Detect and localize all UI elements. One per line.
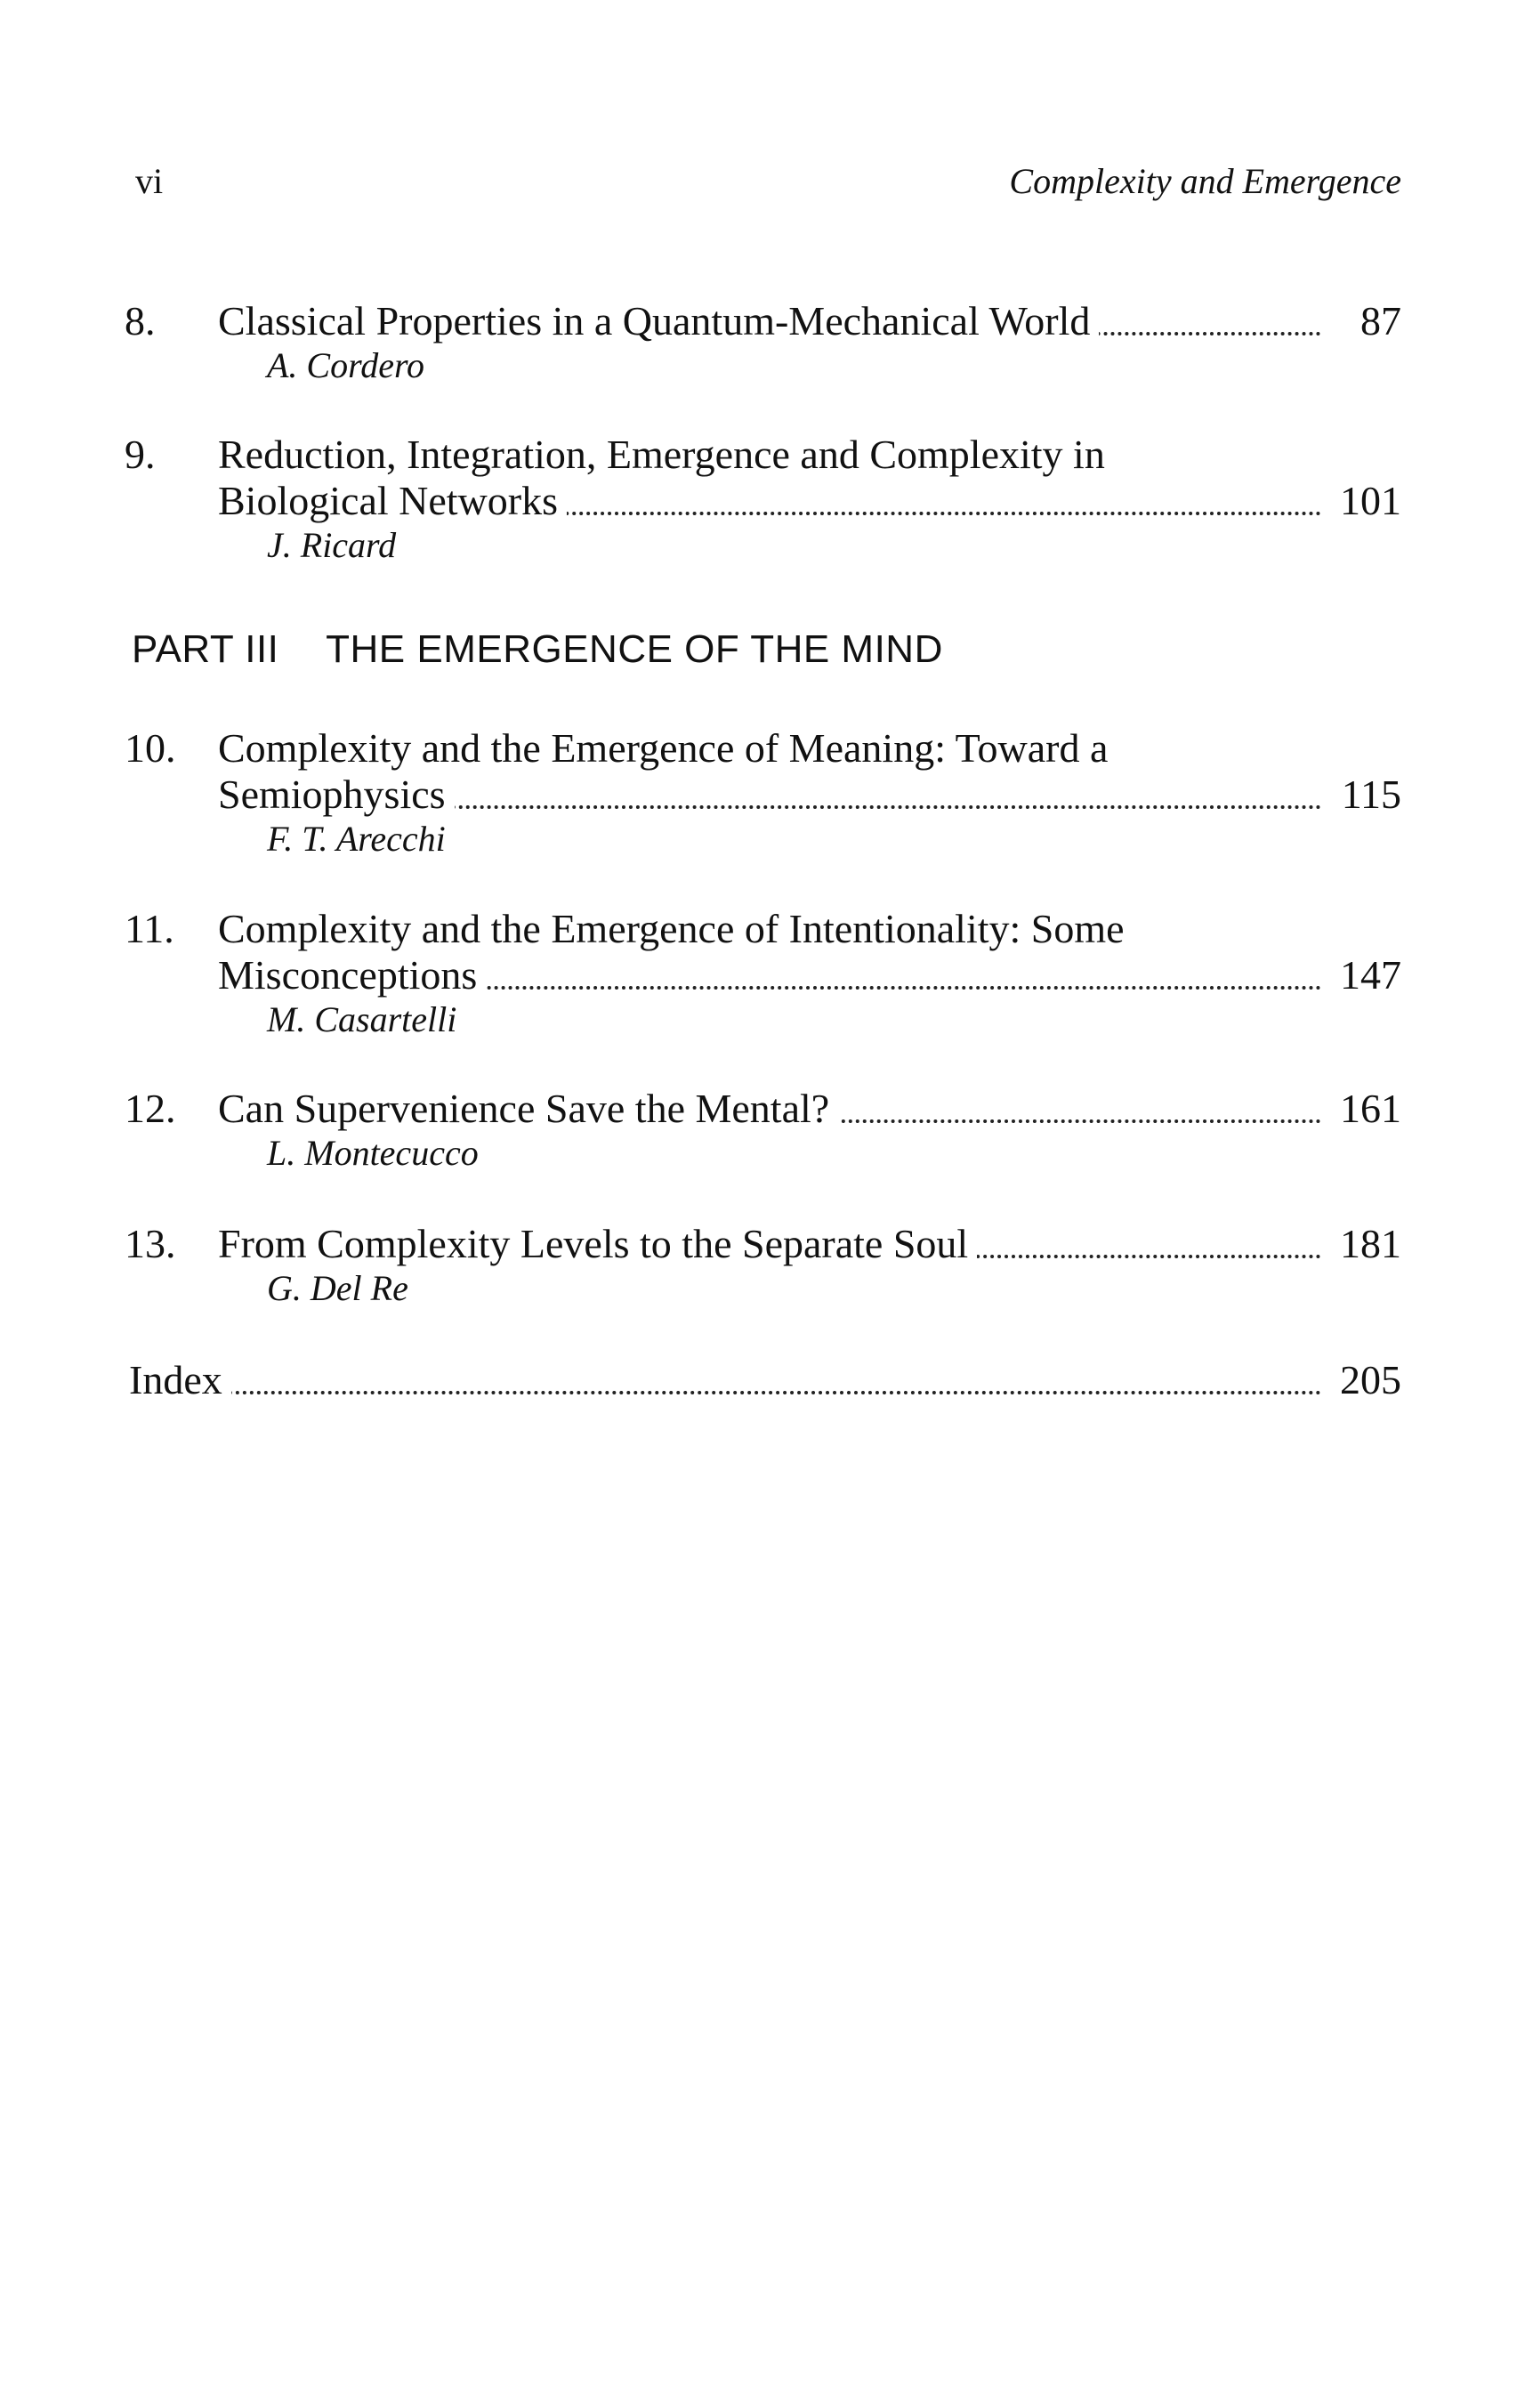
part-title: THE EMERGENCE OF THE MIND <box>326 627 943 671</box>
entry-number: 8. <box>125 298 156 343</box>
entry-title: From Complexity Levels to the Separate Soul <box>218 1221 977 1267</box>
toc-entry-line <box>125 478 1401 524</box>
toc-entry-line <box>125 906 1401 952</box>
entry-title: Can Supervenience Save the Mental? <box>218 1086 838 1132</box>
toc-entry-line <box>125 432 1401 478</box>
running-header <box>135 160 1401 214</box>
index-entry <box>129 1357 1401 1403</box>
entry-page-number: 161 <box>1329 1086 1401 1132</box>
entry-author: A. Cordero <box>267 345 425 385</box>
entry-title-continued: Biological Networks <box>218 478 567 524</box>
entry-page-number: 87 <box>1350 298 1401 344</box>
entry-title-continued: Semiophysics <box>218 772 455 818</box>
entry-author: F. T. Arecchi <box>267 819 446 859</box>
toc-entry <box>125 298 1401 387</box>
entry-number: 9. <box>125 432 156 477</box>
entry-page-number: 115 <box>1331 772 1401 818</box>
toc-entry <box>125 1221 1401 1310</box>
entry-number: 11. <box>125 906 174 951</box>
entry-title: Complexity and the Emergence of Intentionality: Some <box>218 906 1134 952</box>
toc-entry <box>125 1086 1401 1175</box>
toc-entry-line <box>125 772 1401 818</box>
entry-title-continued: Misconceptions <box>218 952 486 998</box>
entry-number: 10. <box>125 725 176 771</box>
entry-title: Complexity and the Emergence of Meaning: Toward a <box>218 725 1117 772</box>
index-page-number: 205 <box>1329 1357 1401 1403</box>
entry-author: M. Casartelli <box>267 999 457 1039</box>
entry-title: Classical Properties in a Quantum-Mechanical World <box>218 298 1099 344</box>
dot-leader <box>129 1391 1321 1394</box>
entry-number: 13. <box>125 1221 176 1266</box>
page-folio: vi <box>135 161 164 201</box>
toc-entry-line <box>125 1086 1401 1132</box>
entry-author: L. Montecucco <box>267 1133 479 1173</box>
toc-entry-line <box>125 725 1401 772</box>
entry-title: Reduction, Integration, Emergence and Complexity in <box>218 432 1114 478</box>
toc-entry-line <box>129 1357 1401 1403</box>
entry-page-number: 147 <box>1329 952 1401 998</box>
entry-author: J. Ricard <box>267 525 397 565</box>
toc-entry <box>125 432 1401 567</box>
index-label: Index <box>129 1357 231 1403</box>
entry-number: 12. <box>125 1086 176 1131</box>
running-title: Complexity and Emergence <box>1009 161 1401 201</box>
entry-page-number: 101 <box>1329 478 1401 524</box>
toc-entry-line <box>125 298 1401 344</box>
toc-entry <box>125 906 1401 1041</box>
part-label: PART III <box>132 627 279 671</box>
part-heading <box>132 627 943 672</box>
toc-entry-line <box>125 1221 1401 1267</box>
toc-entry-line <box>125 952 1401 998</box>
toc-entry <box>125 725 1401 861</box>
entry-page-number: 181 <box>1329 1221 1401 1267</box>
entry-author: G. Del Re <box>267 1268 408 1308</box>
